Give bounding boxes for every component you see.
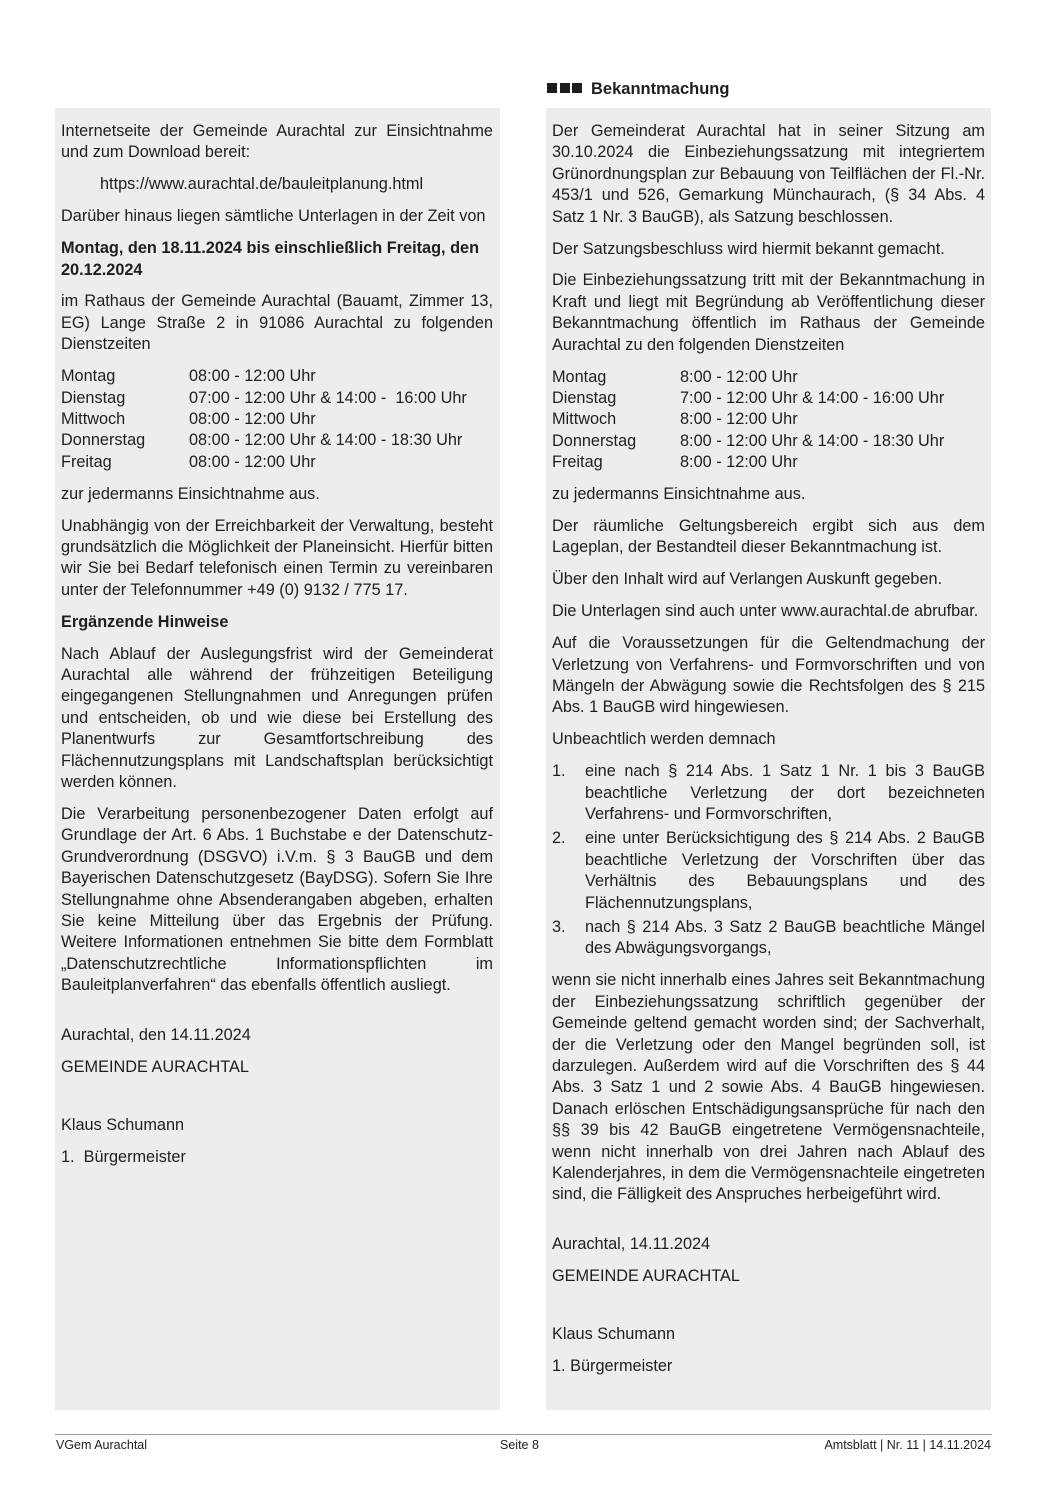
footer-page-number: Seite 8 (500, 1438, 539, 1452)
paragraph: Nach Ablauf der Auslegungsfrist wird der Gemeinderat Aurachtal alle während der frühzeitigen Beteiligung eingegangenen Stellungnahmen und Anregungen prüfen und entscheiden, ob und wie diese bei Erstellung des Planentwurfs zur Gesamtfortschreibung des Flächennutzungsplans mit Landschaftsplan berücksichtigt werden können. (61, 644, 493, 792)
time-cell: 8:00 - 12:00 Uhr (680, 453, 798, 472)
organization: GEMEINDE AURACHTAL (552, 1267, 740, 1286)
time-cell: 7:00 - 12:00 Uhr & 14:00 - 16:00 Uhr (680, 388, 945, 407)
paragraph: Unbeachtlich werden demnach (552, 730, 776, 749)
table-row (61, 430, 467, 451)
list-text: eine unter Berücksichtigung des § 214 Abs. 2 BauGB beachtliche Verletzung der Vorschriften über das Verhältnis des Bebauungsplans und des Flächennutzungsplans, (585, 829, 985, 912)
list-item (552, 761, 985, 825)
table-row (552, 388, 944, 409)
paragraph: Der Gemeinderat Aurachtal hat in seiner Sitzung am 30.10.2024 die Einbeziehungssatzung mit integriertem Grünordnungsplan zur Bebauung von Teilflächen der Fl.-Nr. 453/1 und 526, Gemarkung Münchaurach, (§ 34 Abs. 4 Satz 1 Nr. 3 BauGB), als Satzung beschlossen. (552, 122, 985, 226)
signatory-name: Klaus Schumann (61, 1115, 185, 1134)
paragraph: Der Satzungsbeschluss wird hiermit bekannt gemacht. (552, 239, 945, 258)
paragraph: zu jedermanns Einsichtnahme aus. (552, 485, 806, 504)
paragraph: Die Unterlagen sind auch unter www.aurachtal.de abrufbar. (552, 602, 979, 621)
paragraph: wenn sie nicht innerhalb eines Jahres seit Bekanntmachung der Einbeziehungssatzung schriftlich gegenüber der Gemeinde geltend gemacht worden sind; der Sachverhalt, der die Verletzung oder den Mangel begründen soll, ist darzulegen. Außerdem wird auf die Vorschriften des § 44 Abs. 3 Satz 1 und 2 sowie Abs. 4 BauGB hingewiesen. Danach erlöschen Entschädigungsansprüche für nach den §§ 39 bis 42 BauGB eingetretene Vermögensnachteile, wenn nicht innerhalb von drei Jahren nach Ablauf des Kalenderjahres, in dem die Vermögensnachteile eingetreten sind, die Fälligkeit des Anspruches herbeigeführt wird. (552, 971, 985, 1204)
paragraph: Unabhängig von der Erreichbarkeit der Verwaltung, besteht grundsätzlich die Möglichkeit der Planeinsicht. Hierfür bitten wir Sie bei Bedarf telefonisch einen Termin zu vereinbaren unter der Telefonnummer +49 (0) 9132 / 775 17. (61, 516, 493, 599)
paragraph: Die Verarbeitung personenbezogener Daten erfolgt auf Grundlage der Art. 6 Abs. 1 Buchstabe e der Datenschutz-Grundverordnung (DSGVO) i.V.m. § 3 BauGB und dem Bayerischen Datenschutzgesetz (BayDSG). Sofern Sie Ihre Stellungnahme ohne Absenderangaben abgeben, erhalten Sie keine Mitteilung über das Ergebnis der Prüfung. Weitere Informationen entnehmen Sie bitte dem Formblatt „Datenschutzrechtliche Informationspflichten im Bauleitplanverfahren“ das ebenfalls öffentlich ausliegt. (61, 804, 493, 995)
paragraph: Internetseite der Gemeinde Aurachtal zur Einsichtnahme und zum Download bereit: (61, 122, 493, 162)
day-cell: Donnerstag (552, 431, 637, 450)
time-cell: 08:00 - 12:00 Uhr (189, 452, 316, 471)
office-hours-table (61, 366, 467, 473)
download-link[interactable]: https://www.aurachtal.de/bauleitplanung.html (100, 175, 424, 194)
subheading: Ergänzende Hinweise (61, 612, 229, 631)
place-date: Aurachtal, den 14.11.2024 (61, 1026, 251, 1045)
organization: GEMEINDE AURACHTAL (61, 1058, 249, 1077)
time-cell: 08:00 - 12:00 Uhr (189, 409, 316, 428)
office-hours-table (552, 367, 944, 474)
day-cell: Donnerstag (61, 431, 146, 450)
day-cell: Mittwoch (552, 410, 617, 429)
day-cell: Dienstag (61, 388, 126, 407)
section-heading (547, 79, 729, 99)
table-row (552, 367, 944, 388)
footer-publisher: VGem Aurachtal (56, 1438, 148, 1452)
paragraph: Auf die Voraussetzungen für die Geltendmachung der Verletzung von Verfahrens- und Formvorschriften und von Mängeln der Abwägung sowie die Rechtsfolgen des § 215 Abs. 1 BauGB wird hingewiesen. (552, 634, 985, 717)
list-number: 3. (552, 918, 566, 936)
list-item (552, 828, 985, 914)
list-number: 1. (552, 762, 566, 781)
table-row (552, 431, 944, 452)
table-row (552, 409, 944, 430)
day-cell: Mittwoch (61, 409, 126, 428)
place-date: Aurachtal, 14.11.2024 (552, 1235, 711, 1254)
paragraph: Die Einbeziehungssatzung tritt mit der Bekanntmachung in Kraft und liegt mit Begründung ab Veröffentlichung dieser Bekanntmachung öffentlich im Rathaus der Gemeinde Aurachtal zu den folgenden Dienstzeiten (552, 271, 985, 354)
time-cell: 8:00 - 12:00 Uhr (680, 367, 798, 386)
time-cell: 8:00 - 12:00 Uhr & 14:00 - 18:30 Uhr (680, 431, 945, 450)
date-range: Montag, den 18.11.2024 bis einschließlich Freitag, den 20.12.2024 (61, 239, 480, 279)
footer-issue: Amtsblatt | Nr. 11 | 14.11.2024 (824, 1438, 991, 1452)
square-bullet-icon (572, 83, 582, 93)
heading-text: Bekanntmachung (591, 80, 730, 98)
day-cell: Montag (61, 367, 116, 386)
table-row (61, 409, 467, 430)
footer-divider (55, 1434, 992, 1435)
list-item (552, 917, 985, 960)
square-bullet-icon (547, 83, 557, 93)
list-text: eine nach § 214 Abs. 1 Satz 1 Nr. 1 bis 3 BauGB beachtliche Verletzung der dort bezeichneten Verfahrens- und Formvorschriften, (585, 762, 985, 823)
paragraph: Der räumliche Geltungsbereich ergibt sich aus dem Lageplan, der Bestandteil dieser Bekanntmachung ist. (552, 517, 985, 557)
signatory-role: 1. Bürgermeister (552, 1357, 673, 1375)
day-cell: Freitag (61, 452, 112, 471)
signatory-role: 1. Bürgermeister (61, 1147, 186, 1166)
numbered-list (552, 761, 985, 960)
list-number: 2. (552, 829, 566, 848)
paragraph: Darüber hinaus liegen sämtliche Unterlagen in der Zeit von (61, 207, 486, 226)
time-cell: 08:00 - 12:00 Uhr (189, 367, 316, 386)
paragraph: Über den Inhalt wird auf Verlangen Auskunft gegeben. (552, 570, 943, 589)
square-bullet-icon (560, 83, 570, 93)
signatory-name: Klaus Schumann (552, 1325, 676, 1344)
table-row (552, 452, 944, 473)
day-cell: Dienstag (552, 388, 617, 407)
table-row (61, 452, 467, 473)
table-row (61, 388, 467, 409)
day-cell: Montag (552, 367, 607, 386)
right-column (546, 108, 991, 1410)
list-text: nach § 214 Abs. 3 Satz 2 BauGB beachtliche Mängel des Abwägungsvorgangs, (585, 918, 985, 958)
paragraph: im Rathaus der Gemeinde Aurachtal (Bauamt, Zimmer 13, EG) Lange Straße 2 in 91086 Aurachtal zu folgenden Dienstzeiten (61, 292, 493, 354)
table-row (61, 366, 467, 387)
time-cell: 8:00 - 12:00 Uhr (680, 410, 798, 429)
left-column (55, 108, 500, 1410)
paragraph: zur jedermanns Einsichtnahme aus. (61, 484, 320, 503)
day-cell: Freitag (552, 453, 603, 472)
time-cell: 07:00 - 12:00 Uhr & 14:00 - 16:00 Uhr (189, 388, 467, 407)
time-cell: 08:00 - 12:00 Uhr & 14:00 - 18:30 Uhr (189, 431, 463, 450)
